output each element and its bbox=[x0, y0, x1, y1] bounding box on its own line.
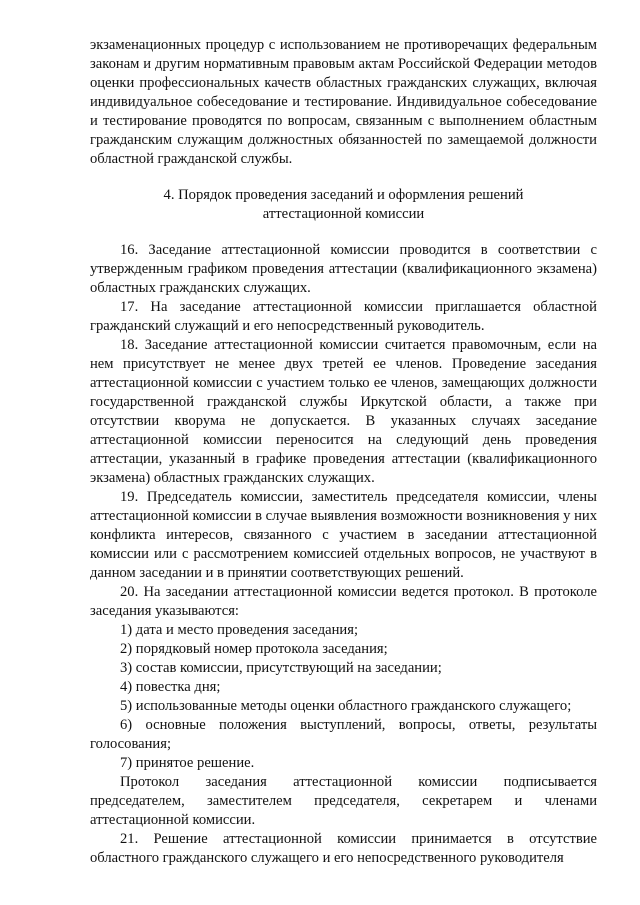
protocol-item: 6) основные положения выступлений, вопросы, ответы, результаты голосования; bbox=[90, 717, 597, 752]
section-heading-line-2: аттестационной комиссии bbox=[262, 206, 425, 222]
protocol-item: 7) принятое решение. bbox=[120, 755, 255, 771]
protocol-signing-paragraph: Протокол заседания аттестационной комиссии подписывается председателем, заместителем председателя, секретарем и членами аттестационной комиссии. bbox=[90, 774, 597, 828]
paragraph-20: 20. На заседании аттестационной комиссии ведется протокол. В протоколе заседания указываются: bbox=[90, 584, 597, 619]
document-page bbox=[90, 36, 597, 868]
protocol-item: 2) порядковый номер протокола заседания; bbox=[120, 641, 388, 657]
section-heading-line-1: 4. Порядок проведения заседаний и оформления решений bbox=[163, 187, 524, 203]
intro-paragraph: экзаменационных процедур с использованием не противоречащих федеральным законам и другим нормативным правовым актам Российской Федерации методов оценки профессиональных качеств областных гражданских служащих, включая индивидуальное собеседование и тестирование. Индивидуальное собеседование и тестирование проводятся по вопросам, связанным с выполнением областным гражданским служащим должностных обязанностей по замещаемой должности областной гражданской службы. bbox=[90, 37, 597, 167]
paragraph-19: 19. Председатель комиссии, заместитель председателя комиссии, члены аттестационной комиссии в случае выявления возможности возникновения у них конфликта интересов, связанного с участием в заседании аттестационной комиссии или с рассмотрением комиссией отдельных вопросов, не участвуют в данном заседании и в принятии соответствующих решений. bbox=[90, 489, 597, 581]
paragraph-21: 21. Решение аттестационной комиссии принимается в отсутствие областного гражданского служащего и его непосредственного руководителя bbox=[90, 831, 597, 866]
paragraph-18: 18. Заседание аттестационной комиссии считается правомочным, если на нем присутствует не менее двух третей ее членов. Проведение заседания аттестационной комиссии с участием только ее членов, замещающих должности государственной гражданской службы Иркутской области, а также при отсутствии кворума не допускается. В указанных случаях заседание аттестационной комиссии переносится на следующий день проведения аттестации, указанный в графике проведения аттестации (квалификационного экзамена) областных гражданских служащих. bbox=[90, 337, 597, 486]
protocol-item: 3) состав комиссии, присутствующий на заседании; bbox=[120, 660, 442, 676]
protocol-items-list bbox=[90, 621, 597, 773]
paragraph-17: 17. На заседание аттестационной комиссии приглашается областной гражданский служащий и его непосредственный руководитель. bbox=[90, 299, 597, 334]
protocol-item: 4) повестка дня; bbox=[120, 679, 221, 695]
protocol-item: 1) дата и место проведения заседания; bbox=[120, 622, 359, 638]
paragraph-16: 16. Заседание аттестационной комиссии проводится в соответствии с утвержденным графиком проведения аттестации (квалификационного экзамена) областных гражданских служащих. bbox=[90, 242, 597, 296]
section-heading bbox=[90, 186, 597, 224]
protocol-item: 5) использованные методы оценки областного гражданского служащего; bbox=[120, 698, 572, 714]
